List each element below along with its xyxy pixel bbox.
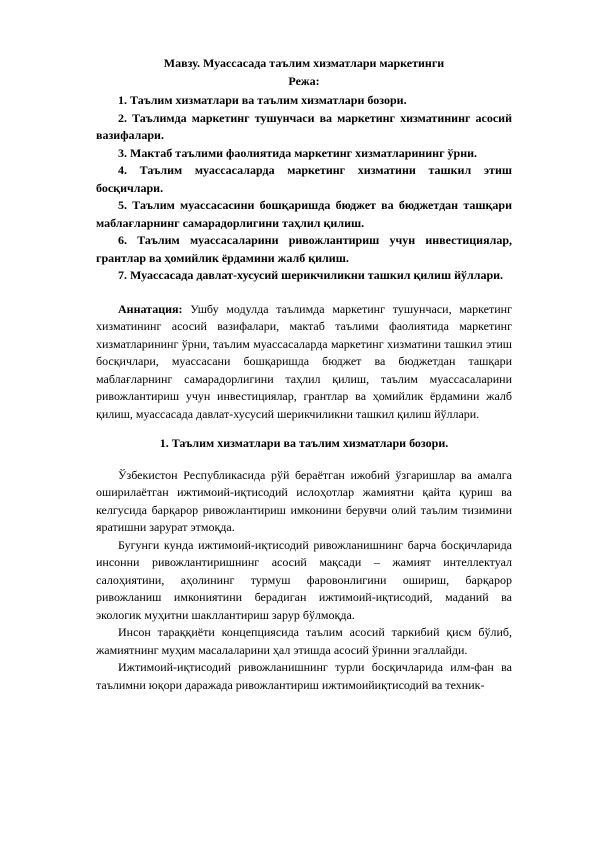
- annotation-label: Аннатация:: [118, 301, 183, 316]
- spacer: [96, 285, 512, 301]
- plan-item: 6. Таълим муассасаларини ривожлантириш учун инвестициялар, грантлар ва ҳомийлик ёрдамини жалб қилиш.: [96, 233, 512, 265]
- annotation-text: Ушбу модулда таълимда маркетинг тушунчаси, маркетинг хизматининг асосий вазифалари, мактаб таълими фаолиятида маркетинг хизматларининг ўрни, таълим муассасаларда маркетинг хизматини ташкил этиш босқичлари, муассасани бошқаришда бюджет ва бюджетдан ташқари маблағларнинг самарадорлигини таҳлил қилиш, таълим муассасаларини ривожлантириш учун инвестициялар, грантлар ва ҳомийлик ёрдамини жалб қилиш, муассасада давлат-хусусий шерикчиликни ташкил қилиш йўллари.: [96, 301, 512, 421]
- body-paragraph: Бугунги кунда ижтимоий-иқтисодий ривожланишнинг барча босқичларида инсонни ривожлантиришнинг асосий мақсади – жамият интеллектуал салоҳиятини, аҳолининг турмуш фаровонлигини ошириш, барқарор ривожланиш имкониятини берадиган ижтимоий-иқтисодий, маданий ва экологик муҳитни шакллантириш зарур бўлмоқда.: [96, 537, 512, 622]
- body-paragraph: Ижтимоий-иқтисодий ривожланишнинг турли босқичларида илм-фан ва таълимни юқори даражада ривожлантириш ижтимоийиқтисодий ва техник-: [96, 660, 512, 692]
- plan-label: Режа:: [288, 73, 320, 88]
- plan-item: 3. Мактаб таълими фаолиятида маркетинг хизматларининг ўрни.: [118, 145, 478, 160]
- plan-item: 1. Таълим хизматлари ва таълим хизматлари бозори.: [118, 93, 407, 107]
- annotation-paragraph: [96, 301, 512, 424]
- plan-item: 5. Таълим муассасасини бошқаришда бюджет ва бюджетдан ташқари маблағларнинг самарадорлигини таҳлил қилиш.: [96, 198, 512, 230]
- body-paragraph: Ўзбекистон Республикасида рўй бераётган ижобий ўзгаришлар ва амалга оширилаётган ижтимоий-иқтисодий ислоҳотлар жамиятни қайта қуриш ва келгусида барқарор ривожлантириш имконини берувчи олий таълим тизимини яратишни зарурат этмоқда.: [96, 467, 512, 534]
- document-body: [96, 55, 512, 694]
- section-heading: 1. Таълим хизматлари ва таълим хизматлари бозори.: [159, 436, 449, 450]
- plan-list: [96, 92, 512, 285]
- plan-item: 4. Таълим муассасаларда маркетинг хизматини ташкил этиш босқичлари.: [96, 163, 512, 195]
- document-title: Мавзу. Муассасада таълим хизматлари маркетинги: [163, 56, 445, 70]
- plan-item: 2. Таълимда маркетинг тушунчаси ва маркетинг хизматининг асосий вазифалари.: [96, 110, 512, 142]
- plan-item: 7. Муассасада давлат-хусусий шерикчиликни ташкил қилиш йўллари.: [118, 268, 504, 282]
- body-paragraph: Инсон тараққиёти концепциясида таълим асосий таркибий қисм бўлиб, жамиятнинг муҳим масалаларини ҳал этишда асосий ўринни эгаллайди.: [96, 625, 512, 657]
